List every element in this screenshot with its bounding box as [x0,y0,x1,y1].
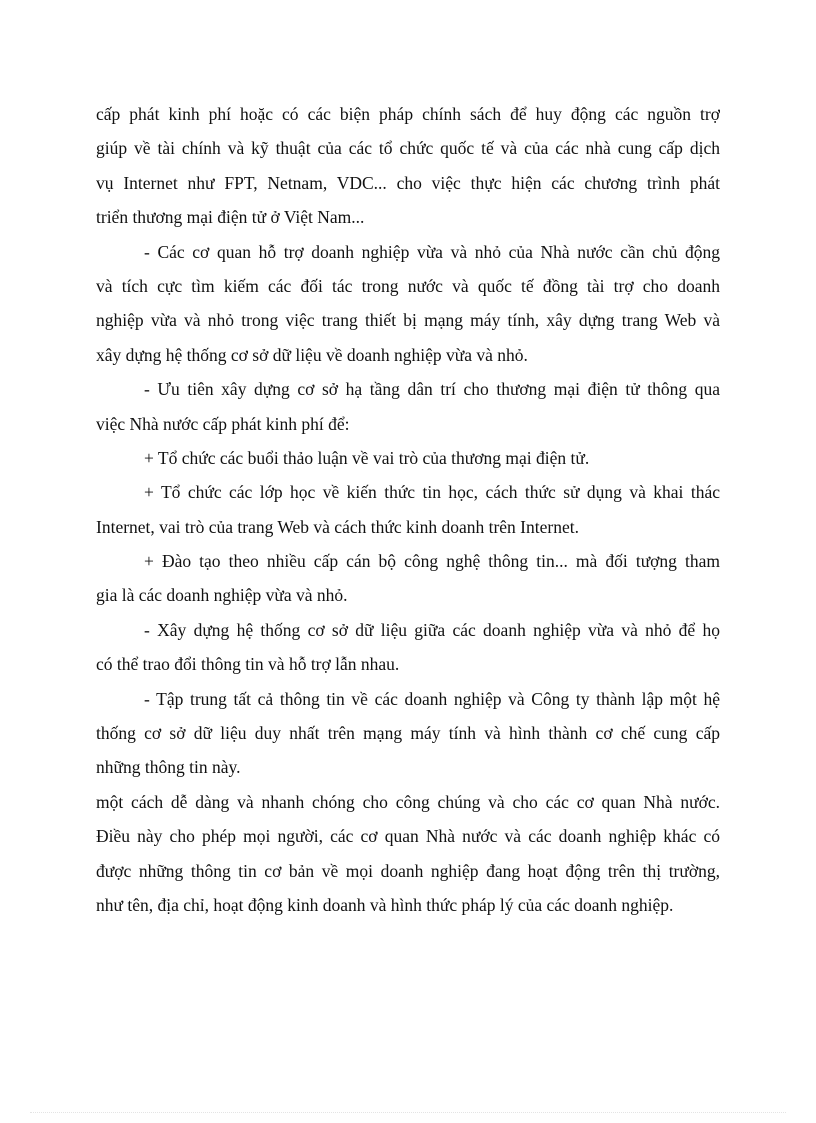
text-line: cấp phát kinh phí hoặc có các biện pháp chính sách để huy động các nguồn trợ [96,104,720,124]
text-line: như tên, địa chỉ, hoạt động kinh doanh và hình thức pháp lý của các doanh nghiệp. [96,894,674,915]
text-line: có thể trao đổi thông tin và hỗ trợ lẫn nhau. [96,654,400,675]
text-line: giúp về tài chính và kỹ thuật của các tổ chức quốc tế và của các nhà cung cấp dịch [96,138,720,159]
text-line: + Tổ chức các buổi thảo luận về vai trò của thương mại điện tử. [144,447,590,468]
text-line: một cách dễ dàng và nhanh chóng cho công chúng và cho các cơ quan Nhà nước. [96,791,720,812]
text-line: gia là các doanh nghiệp vừa và nhỏ. [96,585,348,606]
text-line: Điều này cho phép mọi người, các cơ quan Nhà nước và các doanh nghiệp khác có [96,826,720,847]
text-line: thống cơ sở dữ liệu duy nhất trên mạng máy tính và hình thành cơ chế cung cấp [96,723,720,744]
text-line: Internet, vai trò của trang Web và cách thức kinh doanh trên Internet. [96,516,579,537]
text-line: việc Nhà nước cấp phát kinh phí để: [96,413,350,434]
text-line: những thông tin này. [96,757,241,778]
text-line: + Tổ chức các lớp học về kiến thức tin học, cách thức sử dụng và khai thác [144,482,720,503]
page-bottom-rule [30,1112,786,1113]
text-line: triển thương mại điện tử ở Việt Nam... [96,207,365,228]
text-line: và tích cực tìm kiếm các đối tác trong nước và quốc tế đồng tài trợ cho doanh [96,275,720,296]
text-line: + Đào tạo theo nhiều cấp cán bộ công nghệ thông tin... mà đối tượng tham [144,551,720,572]
text-line: xây dựng hệ thống cơ sở dữ liệu về doanh nghiệp vừa và nhỏ. [96,344,528,365]
text-line: - Xây dựng hệ thống cơ sở dữ liệu giữa các doanh nghiệp vừa và nhỏ để họ [144,619,720,640]
text-line: được những thông tin cơ bản về mọi doanh nghiệp đang hoạt động trên thị trường, [96,860,720,881]
text-line: - Ưu tiên xây dựng cơ sở hạ tầng dân trí cho thương mại điện tử thông qua [144,379,720,400]
body-text [96,97,720,922]
text-line: - Các cơ quan hỗ trợ doanh nghiệp vừa và nhỏ của Nhà nước cần chủ động [144,241,720,262]
text-line: - Tập trung tất cả thông tin về các doanh nghiệp và Công ty thành lập một hệ [144,688,720,709]
text-line: vụ Internet như FPT, Netnam, VDC... cho việc thực hiện các chương trình phát [96,172,720,193]
text-line: nghiệp vừa và nhỏ trong việc trang thiết bị mạng máy tính, xây dựng trang Web và [96,310,720,331]
